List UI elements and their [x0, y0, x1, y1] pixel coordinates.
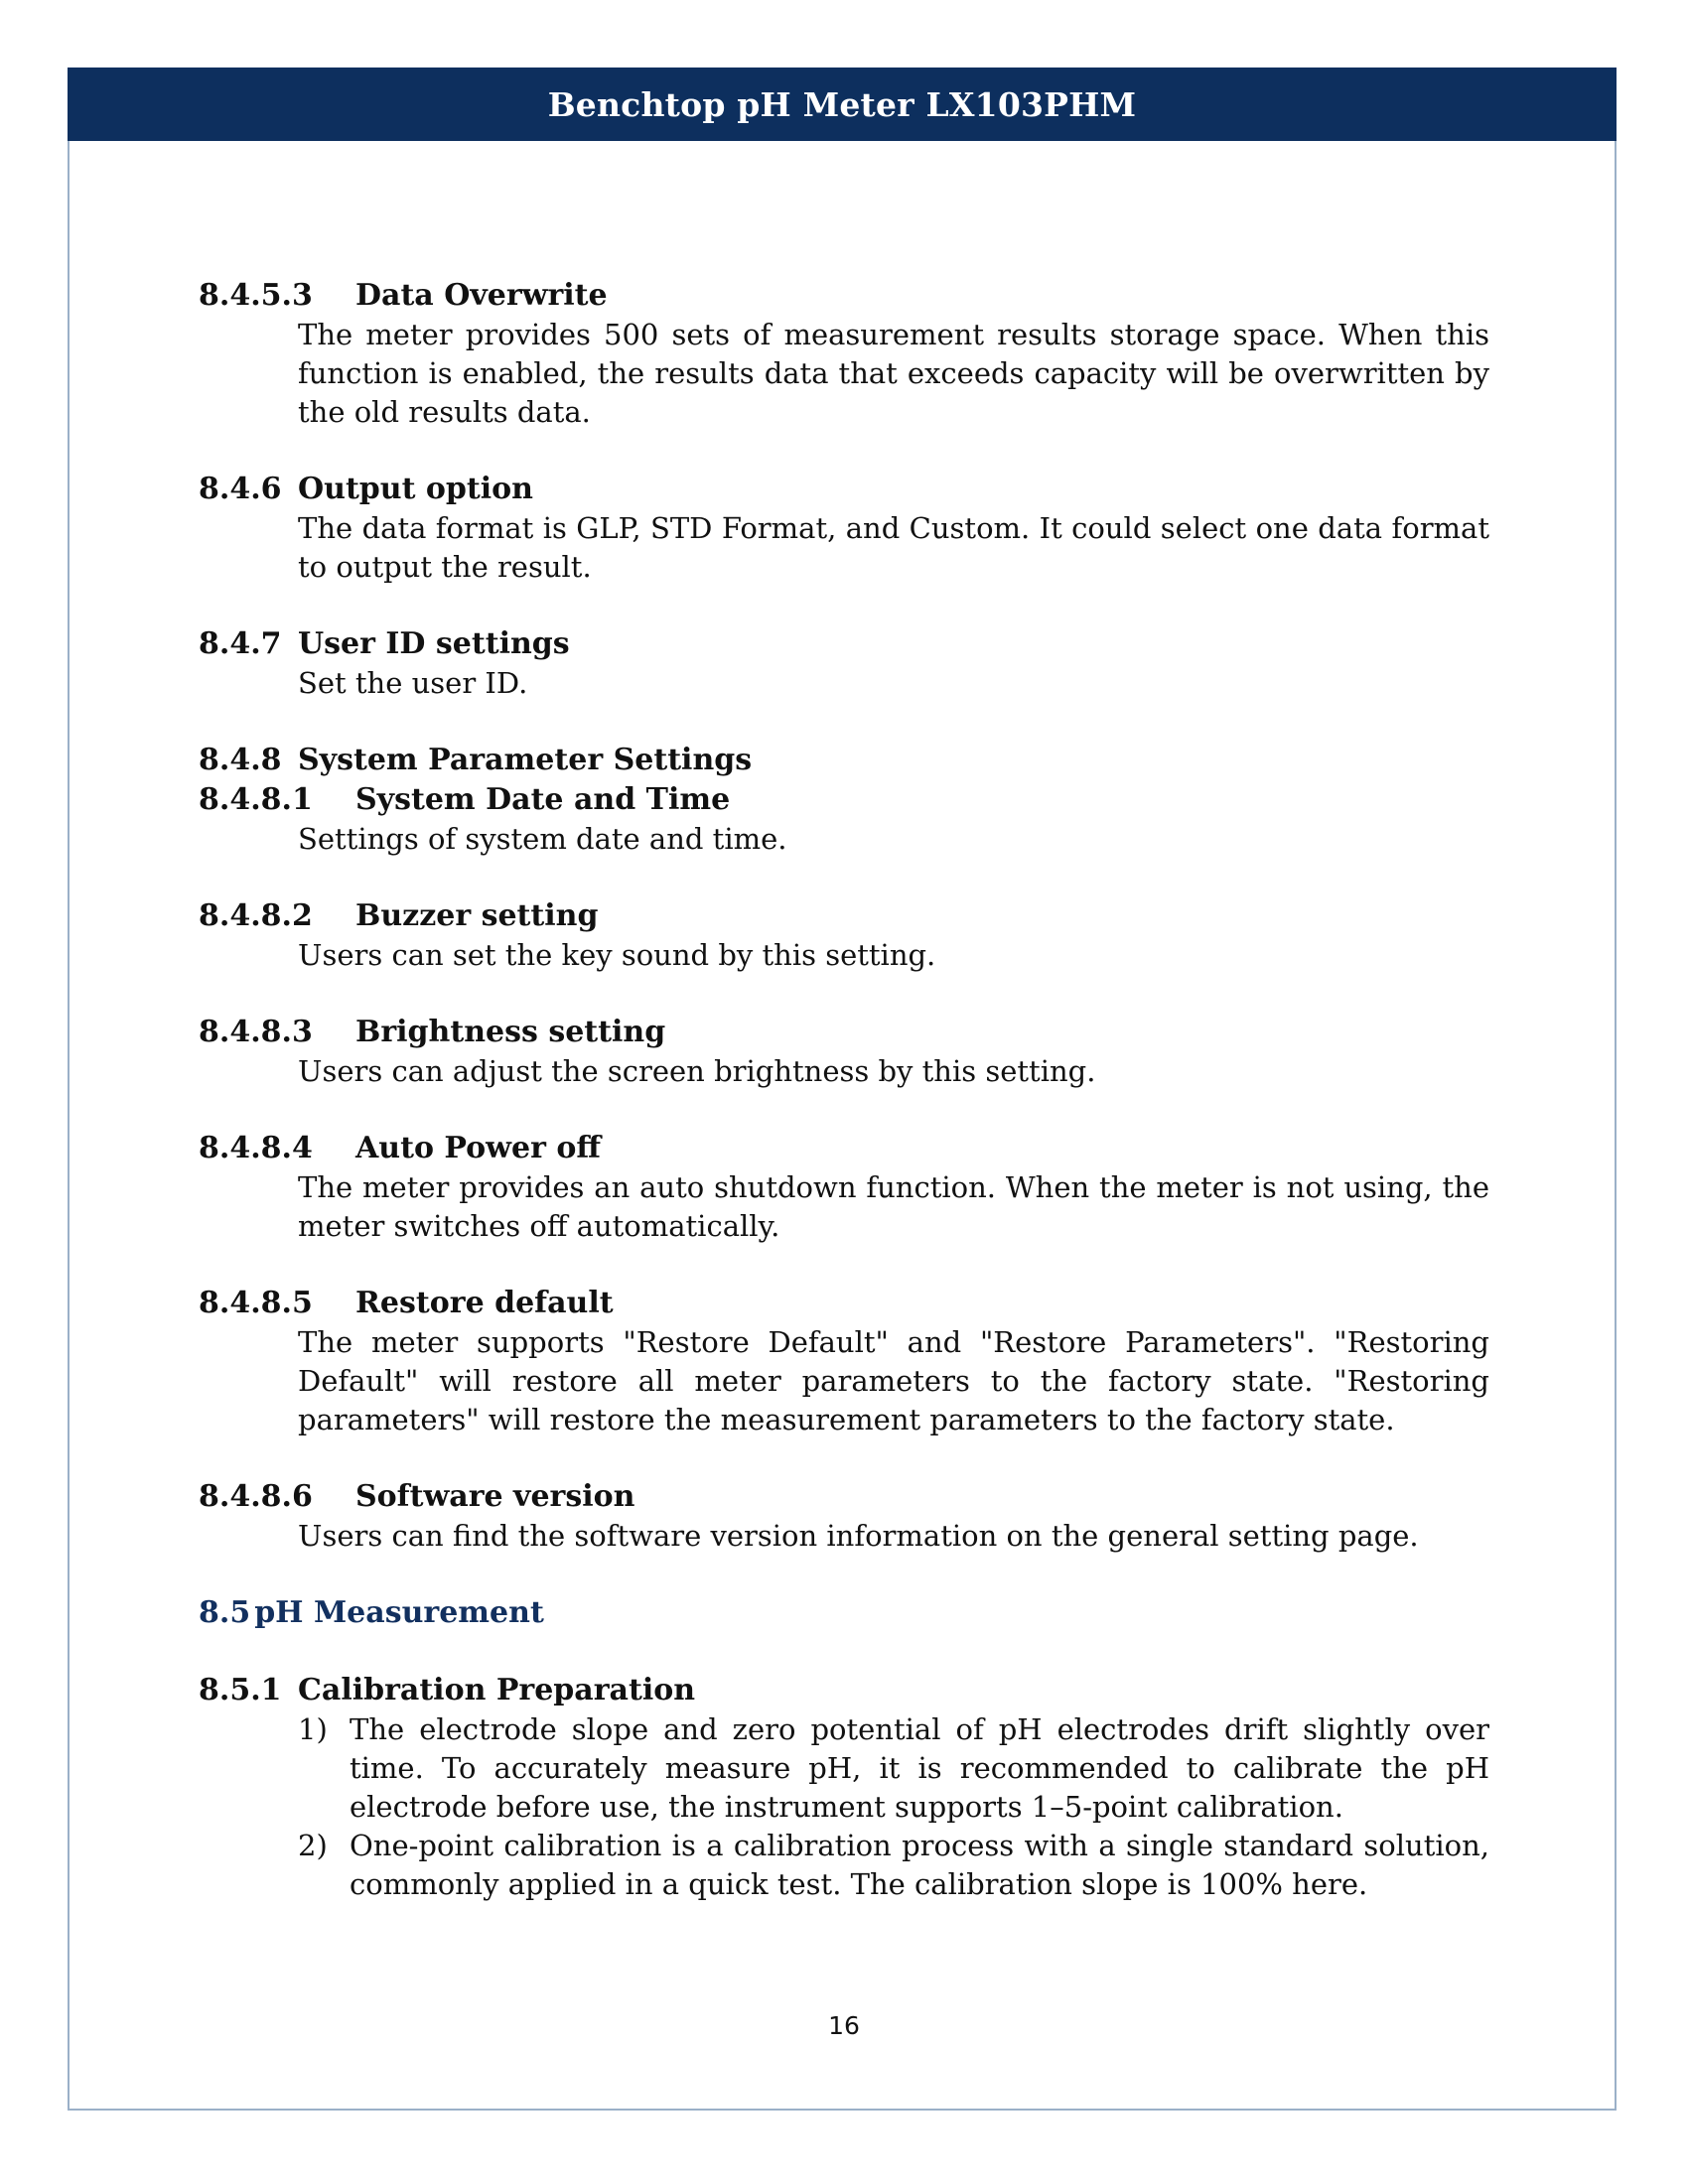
section-heading	[199, 624, 1489, 664]
section-heading	[199, 1129, 1489, 1168]
section-number: 8.4.8.5	[199, 1286, 313, 1320]
list-item	[298, 1710, 1489, 1827]
section-body: The meter provides 500 sets of measurement results storage space. When this function is enabled, the results data that exceeds capacity will be overwritten by the old results data.	[298, 318, 1489, 429]
document-title: Benchtop pH Meter LX103PHM	[547, 84, 1137, 124]
section-heading	[199, 470, 1489, 509]
section-number: 8.5.1	[199, 1673, 282, 1707]
section-heading	[199, 741, 1489, 780]
section-number: 8.4.8.4	[199, 1131, 313, 1165]
section-heading	[199, 896, 1489, 936]
section-body: Users can adjust the screen brightness by this setting.	[298, 1054, 1096, 1088]
section-body: Settings of system date and time.	[298, 822, 787, 856]
section-8-4-5-3	[199, 276, 1489, 432]
section-title: Restore default	[355, 1286, 614, 1320]
section-number: 8.4.5.3	[199, 278, 313, 313]
section-number: 8.4.6	[199, 472, 282, 506]
section-body: The meter supports "Restore Default" and "Restore Parameters". "Restoring Default" will restore all meter parameters to the factory state. "Restoring parameters" will restore the measurement parameters to the factory state.	[298, 1325, 1489, 1436]
section-8-4-8-3	[199, 1013, 1489, 1091]
subsection-heading	[199, 780, 1489, 820]
section-title: Auto Power off	[355, 1131, 601, 1165]
section-8-4-8-2	[199, 896, 1489, 975]
numbered-list	[298, 1710, 1489, 1904]
section-heading	[199, 1477, 1489, 1517]
section-title: Data Overwrite	[355, 278, 608, 313]
section-title: System Date and Time	[355, 782, 731, 817]
section-heading	[199, 1671, 1489, 1710]
list-marker: 1)	[298, 1712, 328, 1746]
list-item	[298, 1827, 1489, 1904]
section-8-5	[199, 1593, 1489, 1633]
section-8-4-8	[199, 741, 1489, 859]
section-8-4-6	[199, 470, 1489, 587]
chapter-heading	[199, 1593, 1489, 1633]
section-number: 8.4.8.3	[199, 1015, 313, 1049]
section-title: System Parameter Settings	[298, 743, 753, 777]
page-content	[199, 276, 1489, 1942]
section-title: pH Measurement	[254, 1595, 544, 1630]
section-body: Users can set the key sound by this setting.	[298, 938, 936, 972]
section-title: Brightness setting	[355, 1015, 666, 1049]
section-8-4-7	[199, 624, 1489, 703]
section-body: The meter provides an auto shutdown function. When the meter is not using, the meter switches off automatically.	[298, 1170, 1489, 1243]
section-body: Set the user ID.	[298, 666, 528, 700]
section-number: 8.4.8.2	[199, 898, 313, 933]
section-body: Users can find the software version information on the general setting page.	[298, 1519, 1419, 1553]
section-body: The data format is GLP, STD Format, and Custom. It could select one data format to output the result.	[298, 511, 1489, 584]
section-heading	[199, 276, 1489, 316]
section-number: 8.5	[199, 1595, 251, 1630]
section-number: 8.4.8.6	[199, 1479, 313, 1514]
section-heading	[199, 1013, 1489, 1052]
section-8-4-8-5	[199, 1284, 1489, 1439]
section-title: Calibration Preparation	[298, 1673, 696, 1707]
section-title: Buzzer setting	[355, 898, 599, 933]
list-item-text: One-point calibration is a calibration process with a single standard solution, commonly applied in a quick test. The calibration slope is 100% here.	[350, 1829, 1489, 1901]
section-number: 8.4.7	[199, 626, 282, 661]
section-title: User ID settings	[298, 626, 570, 661]
section-number: 8.4.8.1	[199, 782, 313, 817]
section-title: Software version	[355, 1479, 635, 1514]
section-heading	[199, 1284, 1489, 1323]
page-number: 16	[828, 2011, 860, 2040]
section-8-5-1	[199, 1671, 1489, 1904]
list-item-text: The electrode slope and zero potential of pH electrodes drift slightly over time. To accurately measure pH, it is recommended to calibrate the pH electrode before use, the instrument supports 1–5-point calibration.	[350, 1712, 1489, 1824]
section-8-4-8-6	[199, 1477, 1489, 1556]
header-bar	[68, 68, 1617, 141]
section-title: Output option	[298, 472, 533, 506]
section-8-4-8-4	[199, 1129, 1489, 1246]
section-number: 8.4.8	[199, 743, 282, 777]
list-marker: 2)	[298, 1829, 328, 1862]
